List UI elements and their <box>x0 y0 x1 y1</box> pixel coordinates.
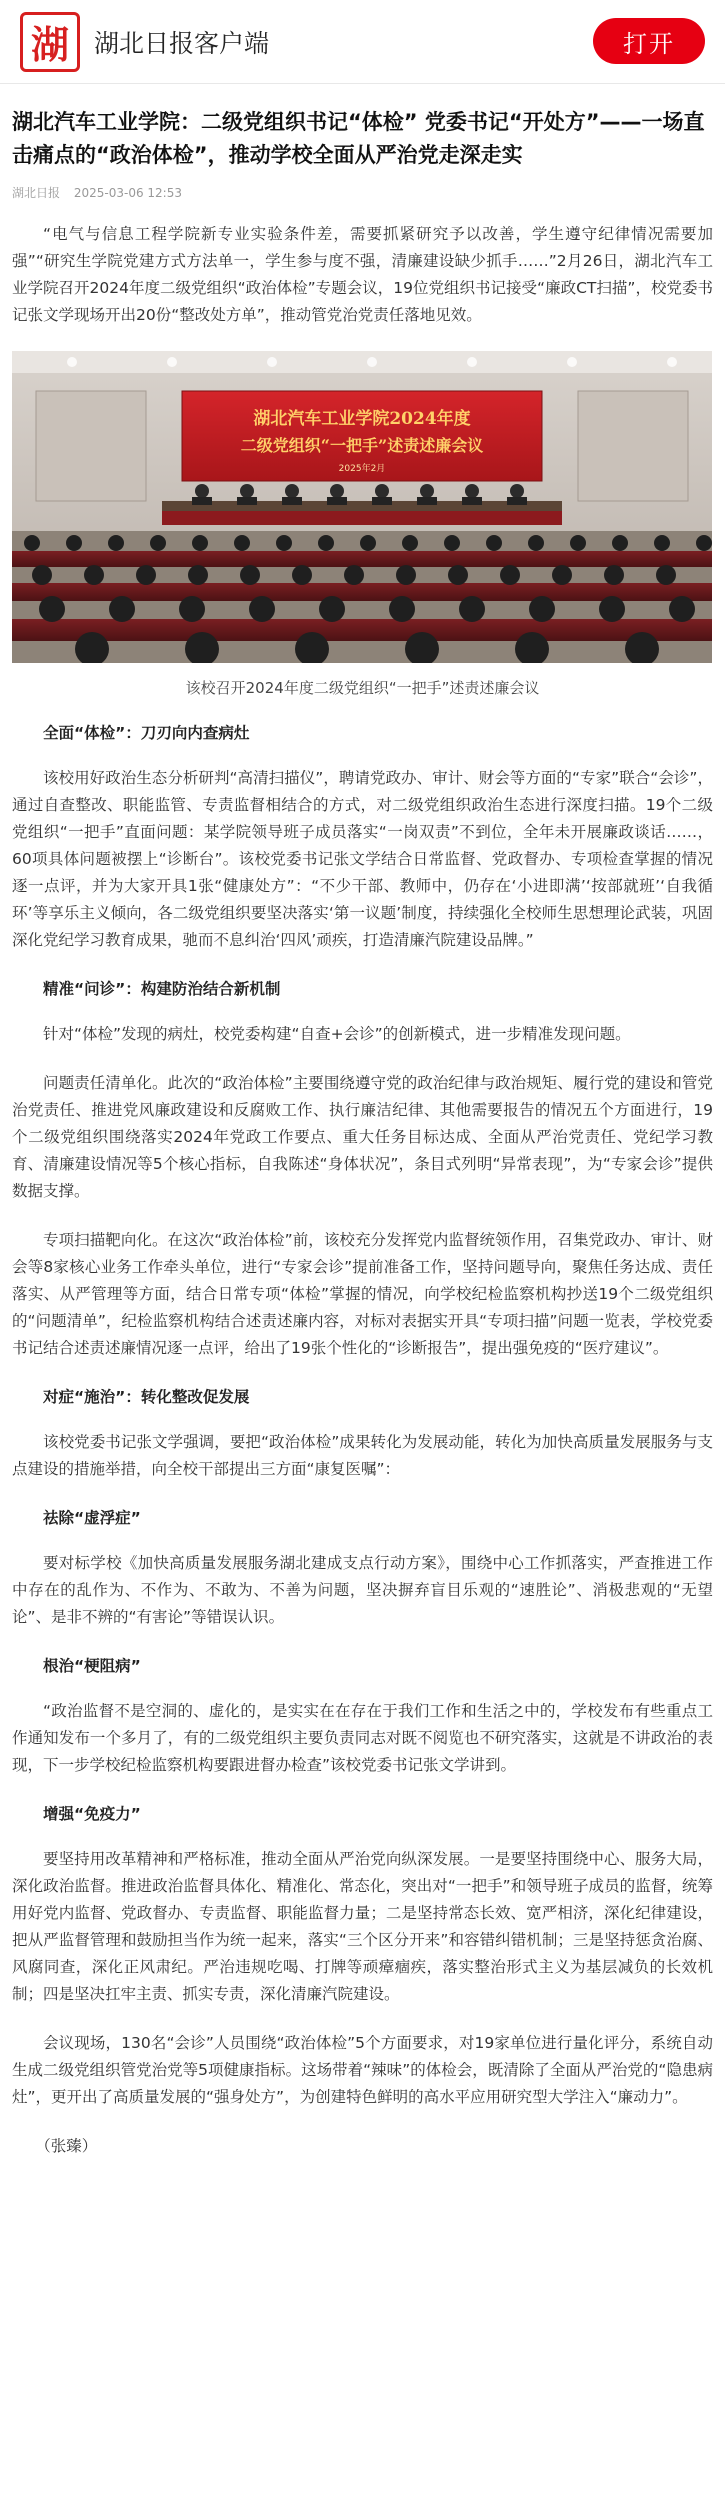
section-paragraph: 该校党委书记张文学强调，要把“政治体检”成果转化为发展动能，转化为加快高质量发展服务与支点建设的措施举措，向全校干部提出三方面“康复医嘱”： <box>12 1433 713 1478</box>
article-datetime: 2025-03-06 12:53 <box>73 186 182 200</box>
section-paragraph: 要对标学校《加快高质量发展服务湖北建成支点行动方案》，围绕中心工作抓落实，严查推进工作中存在的乱作为、不作为、不敢为、不善为问题，坚决摒弃盲目乐观的“速胜论”、消极悲观的“无望论”、是非不辨的“有害论”等错误认识。 <box>12 1554 713 1626</box>
section-paragraph: 针对“体检”发现的病灶，校党委构建“自查+会诊”的创新模式，进一步精准发现问题。 <box>43 1025 631 1043</box>
article <box>0 84 725 2160</box>
section-heading: 对症“施治”：转化整改促发展 <box>43 1388 250 1406</box>
section-paragraph: 问题责任清单化。此次的“政治体检”主要围绕遵守党的政治纪律与政治规矩、履行党的建设和管党治党责任、推进党风廉政建设和反腐败工作、执行廉洁纪律、其他需要报告的情况五个方面进行，19个二级党组织围绕落实2024年党政工作要点、重大任务目标达成、全面从严治党责任、党纪学习教育、清廉建设情况等5个核心指标，自我陈述“身体状况”，条目式列明“异常表现”，为“专家会诊”提供数据支撑。 <box>12 1074 713 1200</box>
banner-date: 2025年2月 <box>338 464 386 474</box>
photo-caption: 该校召开2024年度二级党组织“一把手”述责述廉会议 <box>185 679 540 697</box>
section-paragraph: 专项扫描靶向化。在这次“政治体检”前，该校充分发挥党内监督统领作用，召集党政办、审计、财会等8家核心业务工作牵头单位，进行“专家会诊”提前准备工作，坚持问题导向，聚焦任务达成、责任落实、从严管理等方面，结合日常专项“体检”掌握的情况，向学校纪检监察机构抄送19个二级党组织的“问题清单”，纪检监察机构结合述责述廉内容，对标对表据实开具“专项扫描”问题一览表，学校党委书记结合述责述廉情况逐一点评，给出了19张个性化的“诊断报告”，提出强免疫的“医疗建议”。 <box>12 1231 713 1357</box>
section-paragraph: “政治监督不是空洞的、虚化的，是实实在在存在于我们工作和生活之中的，学校发布有些重点工作通知发布一个多月了，有的二级党组织主要负责同志对既不阅览也不研究落实，这就是不讲政治的表现，下一步学校纪检监察机构要跟进督办检查”该校党委书记张文学讲到。 <box>12 1702 713 1774</box>
article-author: （张臻） <box>35 2137 98 2155</box>
closing-paragraph: 会议现场，130名“会诊”人员围绕“政治体检”5个方面要求，对19家单位进行量化评分，系统自动生成二级党组织管党治党等5项健康指标。这场带着“辣味”的体检会，既清除了全面从严治党的“隐患病灶”，更开出了高质量发展的“强身处方”，为创建特色鲜明的高水平应用研究型大学注入“廉动力”。 <box>12 2034 713 2106</box>
app-logo: 湖 <box>20 12 80 72</box>
subsection-heading: 根治“梗阻病” <box>43 1657 141 1675</box>
banner-line2: 二级党组织“一把手”述责述廉会议 <box>240 436 484 455</box>
subsection-heading: 增强“免疫力” <box>43 1805 141 1823</box>
app-name: 湖北日报客户端 <box>94 28 270 58</box>
section-heading: 全面“体检”：刀刃向内查病灶 <box>43 724 250 742</box>
subsection-heading: 祛除“虚浮症” <box>43 1509 141 1527</box>
open-app-button[interactable]: 打开 <box>593 18 705 64</box>
article-title: 湖北汽车工业学院：二级党组织书记“体检” 党委书记“开处方”——一场直击痛点的“政治体检”，推动学校全面从严治党走深走实 <box>12 110 705 167</box>
section-paragraph: 该校用好政治生态分析研判“高清扫描仪”，聘请党政办、审计、财会等方面的“专家”联合“会诊”，通过自查整改、职能监管、专责监督相结合的方式，对二级党组织政治生态进行深度扫描。19个二级党组织“一把手”直面问题：某学院领导班子成员落实“一岗双责”不到位，全年未开展廉政谈话……，60项具体问题被摆上“诊断台”。该校党委书记张文学结合日常监督、党政督办、专项检查掌握的情况逐一点评，并为大家开具1张“健康处方”：“不少干部、教师中，仍存在‘小进即满’‘按部就班’‘自我循环’等享乐主义倾向，各二级党组织要坚决落实‘第一议题’制度，持续强化全校师生思想理论武装，巩固深化党纪学习教育成果，驰而不息纠治‘四风’顽疾，打造清廉汽院建设品牌。” <box>12 769 713 949</box>
article-body <box>12 221 713 2160</box>
banner-line1: 湖北汽车工业学院2024年度 <box>253 409 471 429</box>
article-source: 湖北日报 <box>12 186 61 200</box>
article-meta <box>12 184 713 201</box>
intro-paragraph: “电气与信息工程学院新专业实验条件差，需要抓紧研究予以改善，学生遵守纪律情况需要加强”“研究生学院党建方式方法单一，学生参与度不强，清廉建设缺少抓手……”2月26日，湖北汽车工业学院召开2024年度二级党组织“政治体检”专题会议，19位党组织书记接受“廉政CT扫描”，校党委书记张文学现场开出20份“整改处方单”，推动管党治党责任落地见效。 <box>12 225 713 324</box>
meeting-photo-illustration <box>12 351 712 663</box>
section-heading: 精准“问诊”：构建防治结合新机制 <box>43 980 281 998</box>
section-paragraph: 要坚持用改革精神和严格标准，推动全面从严治党向纵深发展。一是要坚持围绕中心、服务大局，深化政治监督。推进政治监督具体化、精准化、常态化，突出对“一把手”和领导班子成员的监督，统筹用好党内监督、党政督办、专责监督、职能监督力量；二是坚持常态长效、宽严相济，深化纪律建设，把从严监督管理和鼓励担当作为统一起来，落实“三个区分开来”和容错纠错机制；三是坚持惩贪治腐、风腐同查，深化正风肃纪。严治违规吃喝、打牌等顽瘴痼疾，落实整治形式主义为基层减负的长效机制；四是坚决扛牢主责、抓实专责，深化清廉汽院建设。 <box>12 1850 713 2003</box>
app-header <box>0 0 725 84</box>
meeting-photo <box>12 351 712 663</box>
